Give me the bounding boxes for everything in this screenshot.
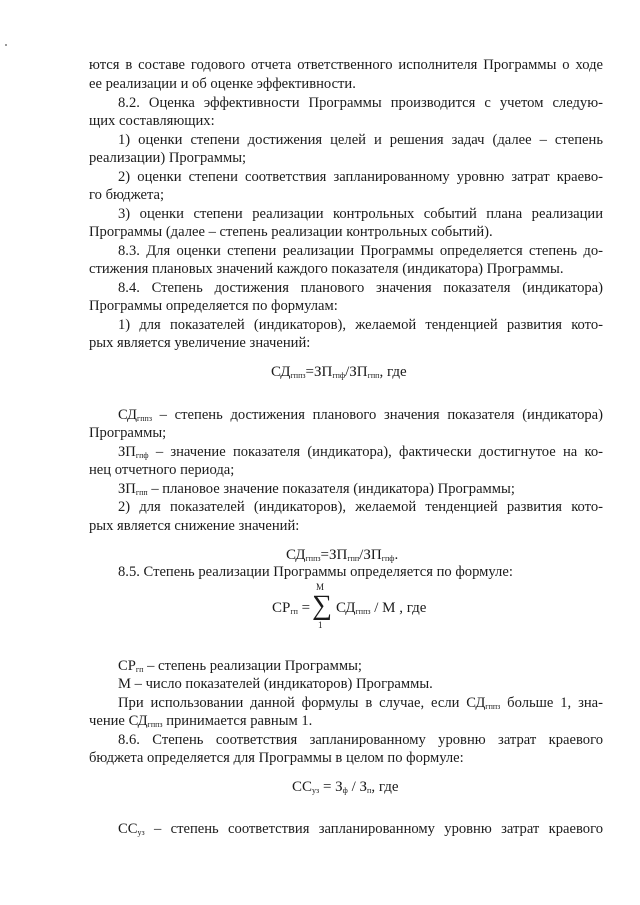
formula-equals: =: [301, 600, 311, 616]
text-line: реализации) Программы;: [89, 150, 247, 166]
text-line: 8.3. Для оценки степени реализации Программы определяется степень до-: [118, 243, 603, 259]
definition-subscript: гпп: [135, 488, 148, 497]
formula-symbol: =ЗП: [305, 364, 333, 380]
definition-line: нец отчетного периода;: [89, 462, 235, 478]
formula-symbol: СД: [271, 364, 291, 380]
note-text: принимается равным 1.: [162, 713, 313, 729]
definition-symbol: СР: [118, 658, 136, 674]
formula-text: , где: [371, 779, 399, 795]
text-line: рых является увеличение значений:: [89, 335, 311, 351]
formula-symbol: /ЗП: [359, 547, 382, 563]
text-line: го бюджета;: [89, 187, 165, 203]
definition-subscript: гпф: [135, 451, 149, 460]
definition-line: [118, 820, 603, 838]
text-line: стижения плановых значений каждого показателя (индикатора) Программы.: [89, 261, 564, 277]
section-8-5: 8.5. Степень реализации Программы определяется по формуле:: [118, 564, 513, 580]
definition-text: – значение показателя (индикатора), фактически достигнутое на ко-: [148, 444, 603, 460]
formula-text: , где: [379, 364, 407, 380]
formula-subscript: гппз: [355, 607, 371, 616]
formula-subscript: гппз: [290, 371, 306, 380]
text-line: бюджета определяется для Программы в целом по формуле:: [89, 750, 464, 766]
formula-subscript: гпф: [332, 371, 346, 380]
definition-text: – плановое значение показателя (индикатора) Программы;: [147, 481, 515, 497]
definition-subscript: уз: [137, 828, 145, 837]
formula-left: [272, 600, 310, 617]
definition-text: – степень соответствия запланированному уровню затрат краевого: [144, 821, 603, 837]
definition-line: Программы;: [89, 425, 167, 441]
section-8-6: 8.6. Степень соответствия запланированному уровню затрат краевого: [118, 732, 603, 748]
definition-line: [118, 443, 603, 461]
definition-subscript: гппз: [136, 414, 152, 423]
formula-subscript: гпп: [367, 371, 380, 380]
note-subscript: гппз: [147, 720, 163, 729]
note-text: чение СД: [89, 713, 148, 729]
note-line: [118, 694, 603, 712]
sigma-icon: ∑: [312, 590, 332, 621]
formula-subscript: п: [367, 786, 372, 795]
text-line: ее реализации и об оценке эффективности.: [89, 76, 356, 92]
text-line: 2) для показателей (индикаторов), желаемой тенденцией развития кото-: [118, 499, 603, 515]
formula-symbol: =ЗП: [320, 547, 348, 563]
definition-symbol: ЗП: [118, 444, 136, 460]
formula-symbol: СР: [272, 600, 291, 616]
formula-4: [292, 778, 399, 796]
text-line: ются в составе годового отчета ответственного исполнителя Программы о ходе: [89, 57, 603, 73]
definition-line: [118, 480, 515, 498]
definition-text: – степень реализации Программы;: [143, 658, 362, 674]
text-line: 3) оценки степени реализации контрольных событий плана реализации: [118, 206, 603, 222]
formula-symbol: /ЗП: [345, 364, 368, 380]
sum-upper-limit: M: [316, 582, 325, 592]
formula-subscript: гп: [290, 607, 298, 616]
text-line: 8.4. Степень достижения планового значения показателя (индикатора): [118, 280, 603, 296]
text-line: 8.2. Оценка эффективности Программы производится с учетом следую-: [118, 95, 603, 111]
text-line: щих составляющих:: [89, 113, 215, 129]
formula-subscript: гппз: [305, 554, 321, 563]
text-line: Программы (далее – степень реализации контрольных событий).: [89, 224, 493, 240]
sum-lower-limit: 1: [318, 620, 323, 630]
formula-text: .: [394, 547, 399, 563]
formula-symbol: = З: [319, 779, 343, 795]
definition-symbol: СС: [118, 821, 138, 837]
note-line: [89, 712, 312, 730]
formula-text: / М , где: [370, 600, 427, 616]
formula-right: [336, 600, 426, 617]
formula-subscript: гпф: [381, 554, 395, 563]
text-line: 2) оценки степени соответствия запланированному уровню затрат краево-: [118, 169, 603, 185]
formula-1: [271, 363, 407, 381]
formula-symbol: СС: [292, 779, 313, 795]
text-line: 1) для показателей (индикаторов), желаемой тенденцией развития кото-: [118, 317, 603, 333]
formula-symbol: / З: [347, 779, 368, 795]
note-subscript: гппз: [485, 702, 501, 711]
scan-mark: [5, 44, 7, 46]
formula-3: [272, 578, 442, 638]
formula-2: [286, 546, 398, 564]
definition-subscript: гп: [135, 665, 144, 674]
note-text: больше 1, зна-: [500, 695, 603, 711]
note-text: При использовании данной формулы в случае, если СД: [118, 695, 486, 711]
formula-subscript: ф: [342, 786, 348, 795]
text-line: рых является снижение значений:: [89, 518, 300, 534]
text-line: Программы определяется по формулам:: [89, 298, 338, 314]
definition-line: М – число показателей (индикаторов) Программы.: [118, 676, 433, 692]
formula-symbol: СД: [336, 600, 356, 616]
definition-symbol: ЗП: [118, 481, 136, 497]
definition-symbol: СД: [118, 407, 137, 423]
formula-subscript: уз: [312, 786, 320, 795]
formula-symbol: СД: [286, 547, 306, 563]
formula-subscript: гпп: [347, 554, 360, 563]
definition-line: [118, 657, 362, 675]
text-line: 1) оценки степени достижения целей и решения задач (далее – степень: [118, 132, 603, 148]
definition-text: – степень достижения планового значения показателя (индикатора): [151, 407, 603, 423]
definition-line: [118, 406, 603, 424]
